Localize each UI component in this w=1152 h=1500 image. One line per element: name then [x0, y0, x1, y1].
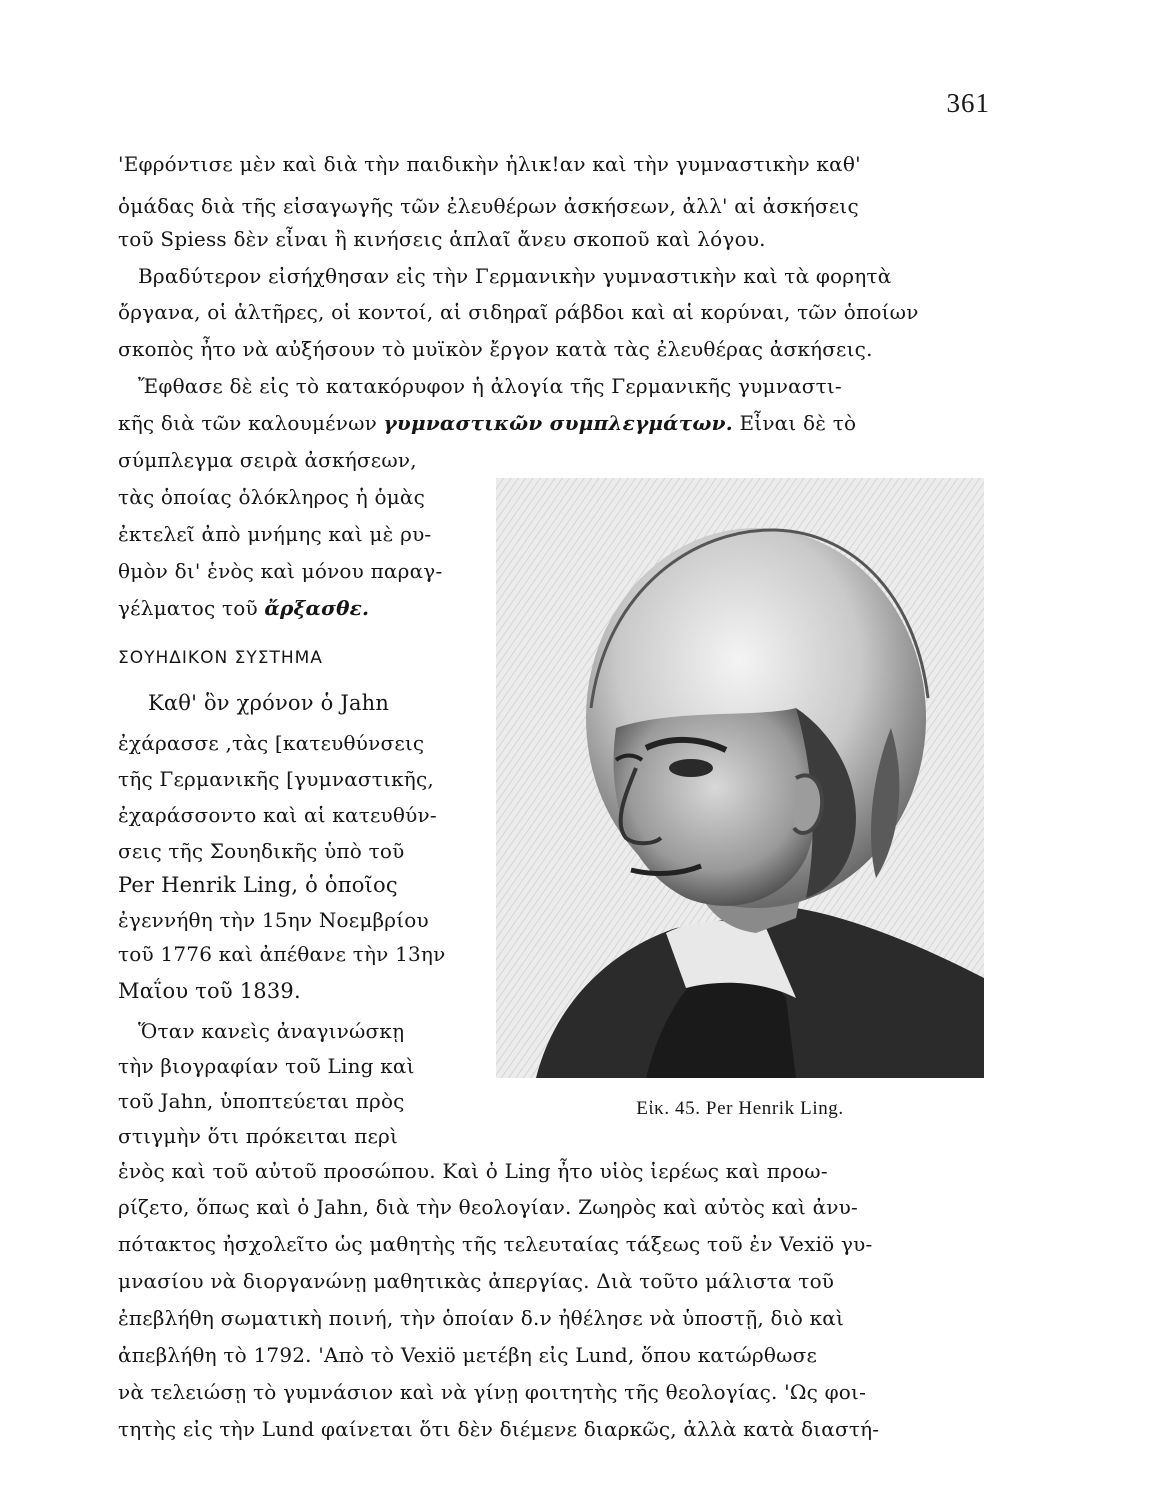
text-line: τοῦ 1776 καὶ ἀπέθανε τὴν 13ην: [118, 942, 446, 966]
text-line: σύμπλεγμα σειρὰ ἀσκήσεων,: [118, 448, 417, 472]
text-line: Ἔφθασε δὲ εἰς τὸ κατακόρυφον ἡ ἀλογία τῆς Γερμανικῆς γυμναστι-: [138, 374, 842, 398]
figure-caption: Εἰκ. 45. Per Henrik Ling.: [636, 1098, 844, 1119]
text-line: ὄργανα, οἱ ἁλτῆρες, οἱ κοντοί, αἱ σιδηραῖ ράβδοι καὶ αἱ κορύναι, τῶν ὁποίων: [118, 300, 919, 324]
text-line: νὰ τελειώσῃ τὸ γυμνάσιον καὶ νὰ γίνῃ φοιτητὴς τῆς θεολογίας. 'Ως φοι-: [118, 1380, 867, 1404]
text-line: ἑνὸς καὶ τοῦ αὐτοῦ προσώπου. Καὶ ὁ Ling ἦτο υἱὸς ἱερέως καὶ προω-: [118, 1159, 828, 1183]
text-line: Ὅταν κανεὶς ἀναγινώσκῃ: [138, 1019, 405, 1043]
text-line-mixed: [118, 410, 990, 436]
text-line: Βραδύτερον εἰσήχθησαν εἰς τὴν Γερμανικὴν γυμναστικὴν καὶ τὰ φορητὰ: [138, 264, 892, 288]
text-span: κῆς διὰ τῶν καλουμένων: [118, 411, 377, 435]
text-line: μνασίου νὰ διοργανώνῃ μαθητικὰς ἀπεργίας. Διὰ τοῦτο μάλιστα τοῦ: [118, 1269, 835, 1293]
text-line: πότακτος ἠσχολεῖτο ὡς μαθητὴς τῆς τελευταίας τάξεως τοῦ ἐν Vexiö γυ-: [118, 1232, 873, 1256]
text-line: θμὸν δι' ἑνὸς καὶ μόνου παραγ-: [118, 559, 443, 583]
text-line: τοῦ Jahn, ὑποπτεύεται πρὸς: [118, 1089, 405, 1113]
text-line-mixed: [118, 595, 490, 621]
text-line: ἐγεννήθη τὴν 15ην Νοεμβρίου: [118, 908, 429, 932]
text-line: ἀπεβλήθη τὸ 1792. 'Απὸ τὸ Vexiö μετέβη εἰς Lund, ὅπου κατώρθωσε: [118, 1343, 818, 1367]
text-line: ἐκτελεῖ ἀπὸ μνήμης καὶ μὲ ρυ-: [118, 522, 432, 546]
section-heading: ΣΟΥΗΔΙΚΟΝ ΣΥΣΤΗΜΑ: [118, 648, 323, 668]
text-line: σεις τῆς Σουηδικῆς ὑπὸ τοῦ: [118, 839, 405, 863]
portrait-figure: [496, 478, 984, 1078]
text-line: στιγμὴν ὅτι πρόκειται περὶ: [118, 1124, 399, 1148]
text-line: τῆς Γερμανικῆς [γυμναστικῆς,: [118, 767, 434, 791]
text-line: 'Εφρόντισε μὲν καὶ διὰ τὴν παιδικὴν ἡλικ!αν καὶ τὴν γυμναστικὴν καθ': [118, 152, 861, 176]
text-line: τητὴς εἰς τὴν Lund φαίνεται ὅτι δὲν διέμενε διαρκῶς, ἀλλὰ κατὰ διαστή-: [118, 1417, 880, 1441]
text-span: Εἶναι δὲ τὸ: [739, 411, 857, 435]
text-line: Μαΐου τοῦ 1839.: [118, 979, 301, 1003]
text-line: τὴν βιογραφίαν τοῦ Ling καὶ: [118, 1054, 415, 1078]
text-line: ρίζετο, ὅπως καὶ ὁ Jahn, διὰ τὴν θεολογίαν. Ζωηρὸς καὶ αὐτὸς καὶ ἀνυ-: [118, 1195, 859, 1219]
text-line: τοῦ Spiess δὲν εἶναι ἢ κινήσεις ἁπλαῖ ἄνευ σκοποῦ καὶ λόγου.: [118, 227, 766, 251]
text-line: σκοπὸς ἦτο νὰ αὐξήσουν τὸ μυϊκὸν ἔργον κατὰ τὰς ἐλευθέρας ἀσκήσεις.: [118, 337, 873, 361]
text-line: Καθ' ὃν χρόνον ὁ Jahn: [148, 691, 390, 715]
text-line: ἐπεβλήθη σωματικὴ ποινή, τὴν ὁποίαν δ.ν ἠθέλησε νὰ ὑποστῇ, διὸ καὶ: [118, 1306, 845, 1330]
portrait-engraving-icon: [496, 478, 984, 1078]
text-span: γέλματος τοῦ: [118, 596, 258, 620]
text-line: τὰς ὁποίας ὁλόκληρος ἡ ὁμὰς: [118, 485, 426, 509]
text-line: ὁμάδας διὰ τῆς εἰσαγωγῆς τῶν ἐλευθέρων ἀσκήσεων, ἀλλ' αἱ ἀσκήσεις: [118, 194, 859, 218]
text-line: ἐχαράσσοντο καὶ αἱ κατευθύν-: [118, 803, 437, 827]
page-number: 361: [946, 88, 990, 118]
bold-term: γυμναστικῶν συμπλεγμάτων.: [383, 411, 733, 435]
bold-term: ἄρξασθε.: [264, 596, 370, 620]
text-line: Per Henrik Ling, ὁ ὁποῖος: [118, 873, 398, 897]
text-line: ἐχάρασσε ,τὰς [κατευθύνσεις: [118, 731, 425, 755]
